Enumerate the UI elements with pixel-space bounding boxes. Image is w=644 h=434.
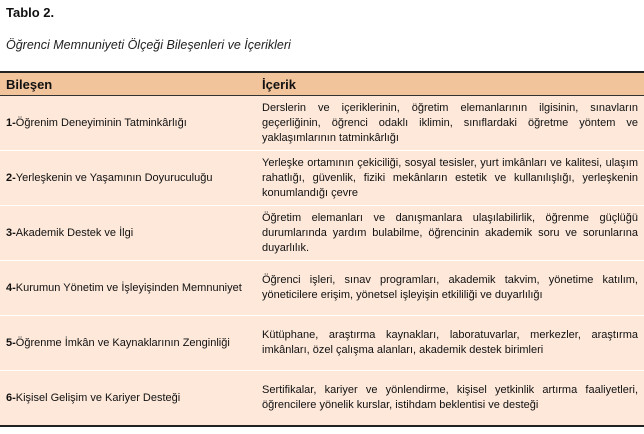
content-cell: Derslerin ve içeriklerinin, öğretim elemanlarının ilgisinin, sınavların geçerliğinin, öğrenci odaklı iklimin, sınıflardaki öğretme yöntem ve yaklaşımlarının tatminkârlığı bbox=[256, 96, 644, 151]
component-label: Akademik Destek ve İlgi bbox=[15, 226, 134, 239]
table-header-row bbox=[0, 72, 644, 96]
table-row bbox=[0, 316, 644, 371]
table-row bbox=[0, 261, 644, 316]
table-caption: Öğrenci Memnuniyeti Ölçeği Bileşenleri ve İçerikleri bbox=[6, 38, 291, 52]
table-row bbox=[0, 151, 644, 206]
component-cell bbox=[0, 206, 256, 261]
component-cell bbox=[0, 261, 256, 316]
table-row bbox=[0, 206, 644, 261]
component-label: Kurumun Yönetim ve İşleyişinden Memnuniyet bbox=[15, 281, 242, 294]
row-number: 3- bbox=[6, 226, 16, 239]
component-cell bbox=[0, 371, 256, 427]
component-label: Öğrenim Deneyiminin Tatminkârlığı bbox=[15, 116, 187, 129]
header-content: İçerik bbox=[256, 72, 644, 96]
components-table bbox=[0, 71, 644, 427]
table-row bbox=[0, 96, 644, 151]
table-title: Tablo 2. bbox=[6, 5, 55, 20]
component-label: Kişisel Gelişim ve Kariyer Desteği bbox=[15, 391, 181, 404]
component-cell bbox=[0, 151, 256, 206]
content-cell: Yerleşke ortamının çekiciliği, sosyal tesisler, yurt imkânları ve kalitesi, ulaşım rahatlığı, güvenlik, fiziki mekânların estetik ve kullanılışlığı, yerleşkenin konumlandığı çevre bbox=[256, 151, 644, 206]
component-label: Öğrenme İmkân ve Kaynaklarının Zenginliği bbox=[15, 336, 230, 349]
row-number: 2- bbox=[6, 171, 16, 184]
content-cell: Öğretim elemanları ve danışmanlara ulaşılabilirlik, öğrenme güçlüğü durumlarında yardım bulabilme, öğrencinin akademik soru ve sorunlarına duyarlılık. bbox=[256, 206, 644, 261]
table-row bbox=[0, 371, 644, 427]
row-number: 1- bbox=[6, 116, 16, 129]
row-number: 5- bbox=[6, 336, 16, 349]
component-cell bbox=[0, 96, 256, 151]
row-number: 4- bbox=[6, 281, 16, 294]
content-cell: Kütüphane, araştırma kaynakları, laboratuvarlar, merkezler, araştırma imkânları, özel çalışma alanları, akademik destek birimleri bbox=[256, 316, 644, 371]
content-cell: Sertifikalar, kariyer ve yönlendirme, kişisel yetkinlik artırma faaliyetleri, öğrencilere yönelik kurslar, istihdam beklentisi ve desteği bbox=[256, 371, 644, 427]
header-component: Bileşen bbox=[0, 72, 256, 96]
component-label: Yerleşkenin ve Yaşamının Doyuruculuğu bbox=[15, 171, 213, 184]
content-cell: Öğrenci işleri, sınav programları, akademik takvim, yönetime katılım, yöneticilere erişim, yönetsel işleyişin etkililiği ve duyarlılığı bbox=[256, 261, 644, 316]
component-cell bbox=[0, 316, 256, 371]
row-number: 6- bbox=[6, 391, 16, 404]
